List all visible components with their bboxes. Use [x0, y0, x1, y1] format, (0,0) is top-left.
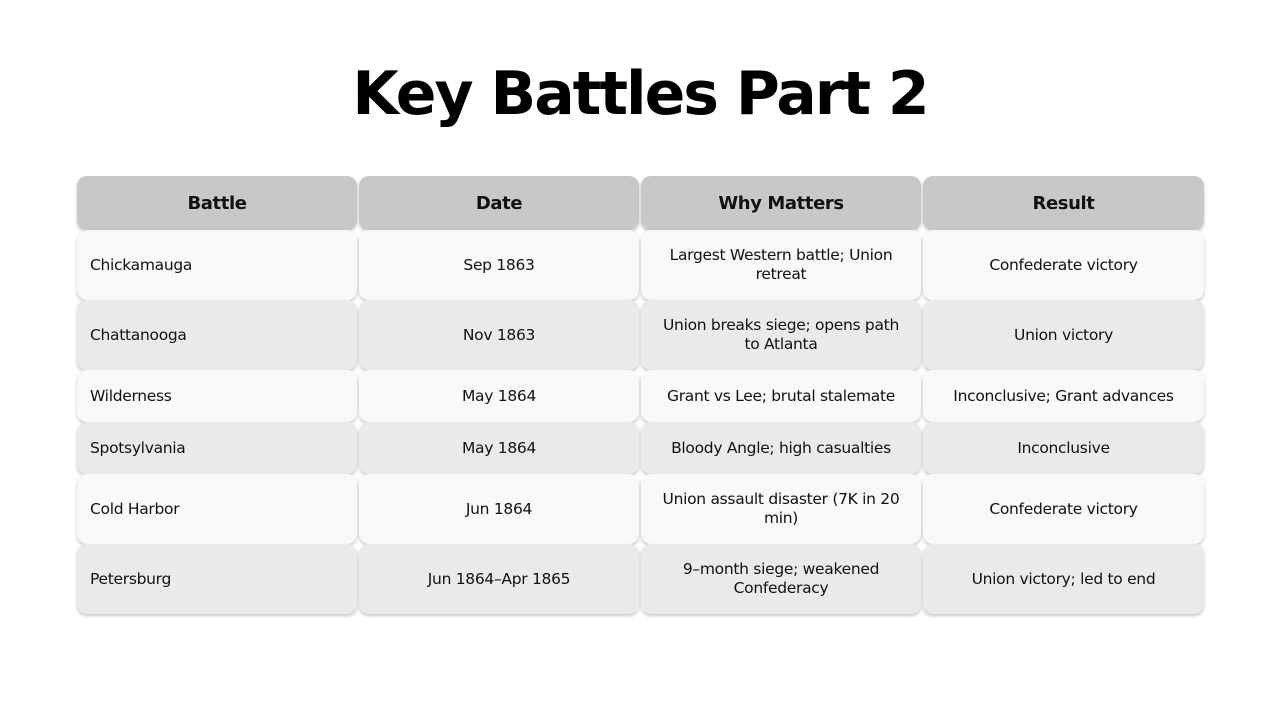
- cell-battle: Chickamauga: [77, 230, 357, 300]
- cell-date: Sep 1863: [359, 230, 639, 300]
- cell-date: May 1864: [359, 422, 639, 474]
- cell-why-matters: Grant vs Lee; brutal stalemate: [641, 370, 921, 422]
- table-row: [77, 474, 1204, 544]
- cell-result: Union victory: [923, 300, 1204, 370]
- cell-why-matters: Bloody Angle; high casualties: [641, 422, 921, 474]
- cell-date: Jun 1864: [359, 474, 639, 544]
- table-header-row: [77, 176, 1204, 230]
- cell-result: Union victory; led to end: [923, 544, 1204, 614]
- header-battle: Battle: [77, 176, 357, 230]
- cell-why-matters: 9–month siege; weakened Confederacy: [641, 544, 921, 614]
- battles-table: [77, 176, 1204, 614]
- table-row: [77, 544, 1204, 614]
- table-row: [77, 422, 1204, 474]
- header-result: Result: [923, 176, 1204, 230]
- table-row: [77, 300, 1204, 370]
- cell-result: Confederate victory: [923, 230, 1204, 300]
- cell-why-matters: Largest Western battle; Union retreat: [641, 230, 921, 300]
- table-row: [77, 370, 1204, 422]
- cell-battle: Wilderness: [77, 370, 357, 422]
- cell-battle: Chattanooga: [77, 300, 357, 370]
- table-row: [77, 230, 1204, 300]
- cell-battle: Spotsylvania: [77, 422, 357, 474]
- header-why-matters: Why Matters: [641, 176, 921, 230]
- cell-battle: Petersburg: [77, 544, 357, 614]
- cell-result: Inconclusive; Grant advances: [923, 370, 1204, 422]
- cell-result: Confederate victory: [923, 474, 1204, 544]
- cell-date: Nov 1863: [359, 300, 639, 370]
- cell-date: May 1864: [359, 370, 639, 422]
- cell-date: Jun 1864–Apr 1865: [359, 544, 639, 614]
- cell-battle: Cold Harbor: [77, 474, 357, 544]
- cell-why-matters: Union breaks siege; opens path to Atlanta: [641, 300, 921, 370]
- cell-why-matters: Union assault disaster (7K in 20 min): [641, 474, 921, 544]
- cell-result: Inconclusive: [923, 422, 1204, 474]
- page-title: Key Battles Part 2: [352, 59, 928, 129]
- header-date: Date: [359, 176, 639, 230]
